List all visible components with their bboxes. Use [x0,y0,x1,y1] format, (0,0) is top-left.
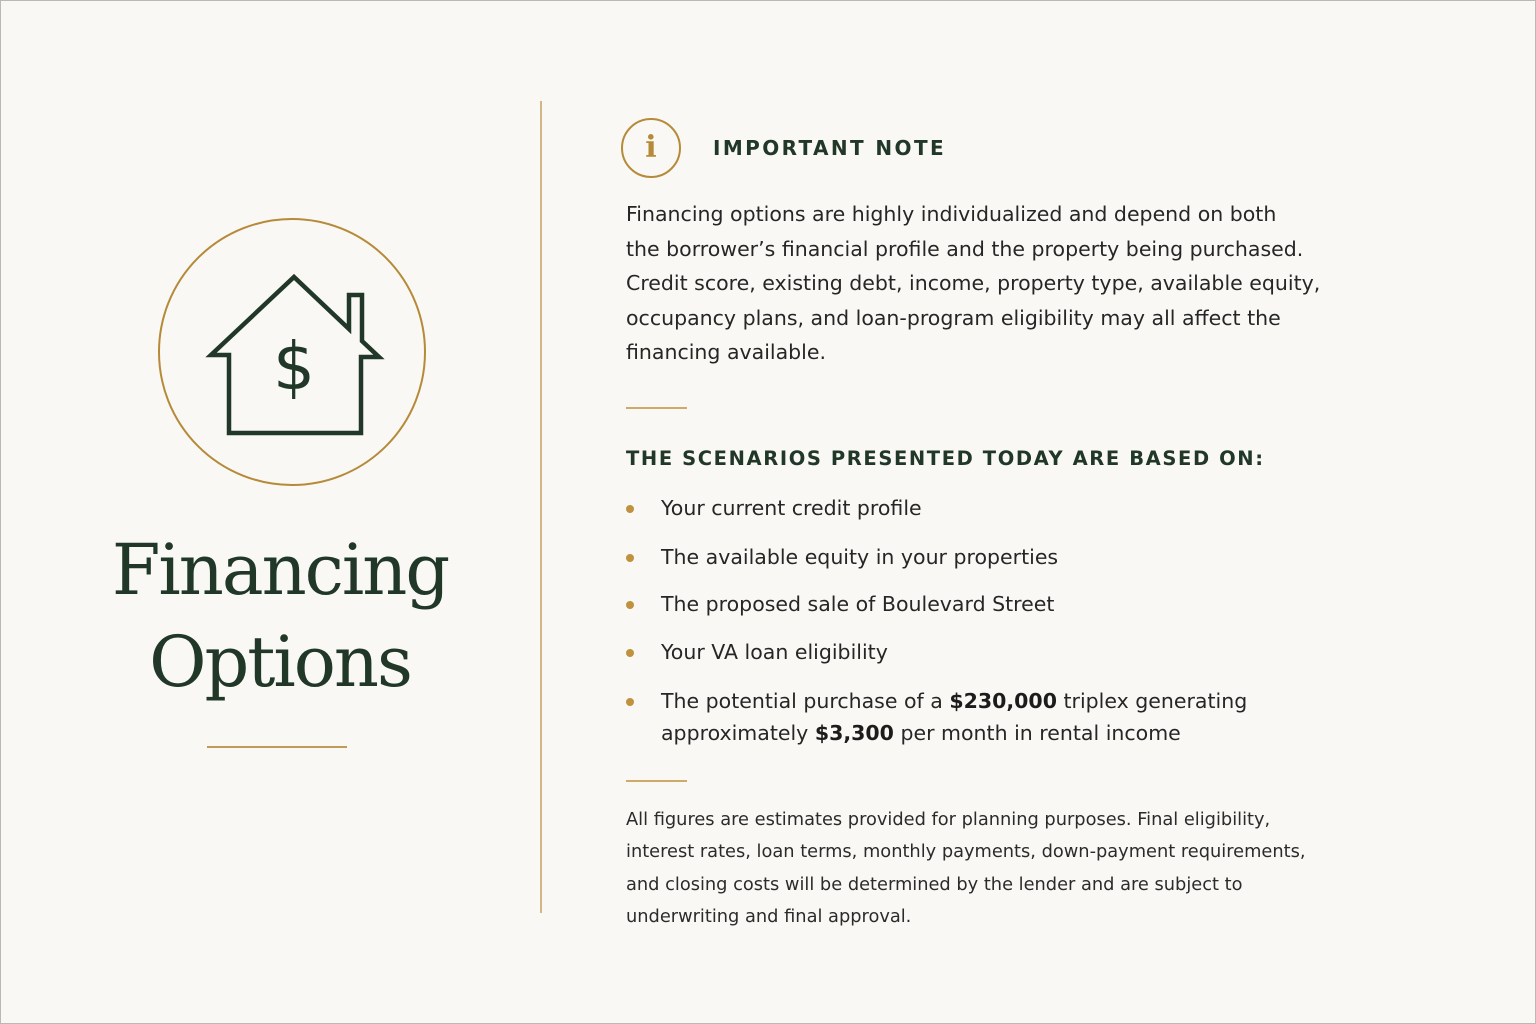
purchase-price: $230,000 [949,689,1057,713]
disclaimer [626,804,1366,934]
vertical-divider [540,101,542,913]
left-panel [0,0,540,1024]
section-divider [626,780,687,782]
page-title [60,524,500,708]
list-item-text: Your VA loan eligibility [661,640,888,664]
dollar-sign: $ [273,328,315,405]
section-divider [626,407,687,409]
disclaimer-line: underwriting and final approval. [626,906,912,928]
item-text: approximately [661,721,815,745]
scenarios-heading: THE SCENARIOS PRESENTED TODAY ARE BASED ON: [626,447,1265,470]
bullet-icon [626,649,634,657]
item-text: per month in rental income [893,721,1181,745]
title-underline [207,746,347,748]
bullet-icon [626,698,634,706]
important-note-body [626,197,1366,370]
list-item-text: The available equity in your properties [661,545,1059,569]
title-line-2: Options [149,621,411,703]
house-dollar-icon [160,220,428,488]
house-badge [158,218,426,486]
disclaimer-line: interest rates, loan terms, monthly payments, down-payment requirements, [626,841,1306,863]
title-line-1: Financing [111,529,449,611]
note-line: the borrower’s financial profile and the property being purchased. [626,236,1304,261]
item-text: The potential purchase of a [661,689,950,713]
item-text: triplex generating [1056,689,1248,713]
list-item-line [661,685,1247,717]
note-line: Credit score, existing debt, income, property type, available equity, [626,271,1321,296]
bullet-icon [626,554,634,562]
note-line: financing available. [626,340,826,365]
list-item-text [661,685,1247,749]
bullet-icon [626,601,634,609]
note-line: Financing options are highly individualized and depend on both [626,202,1277,226]
list-item-line [661,717,1247,749]
important-note-heading: IMPORTANT NOTE [713,136,947,160]
disclaimer-line: and closing costs will be determined by the lender and are subject to [626,873,1243,895]
rental-income: $3,300 [814,721,894,745]
note-line: occupancy plans, and loan-program eligibility may all affect the [626,305,1281,330]
list-item-text: Your current credit profile [661,496,922,520]
disclaimer-line: All figures are estimates provided for planning purposes. Final eligibility, [626,809,1271,830]
bullet-icon [626,505,634,513]
info-icon: i [621,118,681,178]
list-item-text: The proposed sale of Boulevard Street [661,592,1055,616]
